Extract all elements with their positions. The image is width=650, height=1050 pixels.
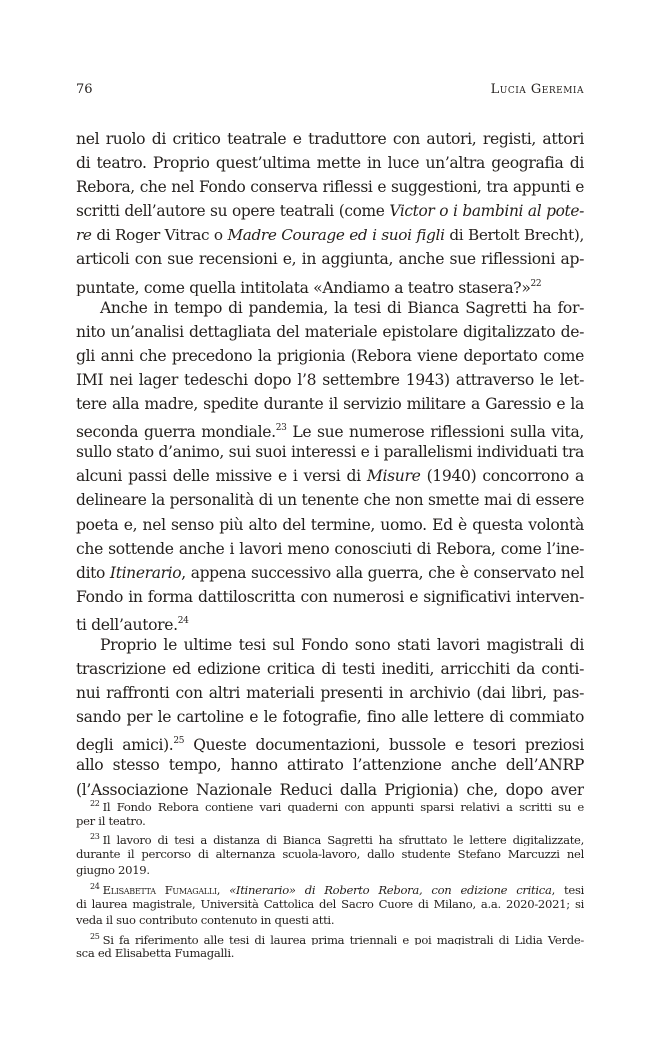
text-line: scritti dell’autore su opere teatrali (come Victor o i bambini al pote- xyxy=(76,202,584,221)
work-title: Victor o i bambini al pote- xyxy=(389,202,584,221)
footnote-25: $^{25}$ Si fa riferimento alle tesi di laurea prima triennali e poi magistrali di Lidia Verde- xyxy=(90,931,584,946)
text-line: gli anni che precedono la prigionia (Rebora viene deportato come xyxy=(76,346,584,365)
text-line: re di Roger Vitrac o Madre Courage ed i suoi figli di Bertolt Brecht), xyxy=(76,226,584,245)
text-line: ti dell’autore.$^{24}$ xyxy=(76,615,189,633)
text-line: nui raffronti con altri materiali presenti in archivio (dai libri, pas- xyxy=(76,684,584,703)
footnote-ref: 25 xyxy=(173,736,185,747)
page-number: 76 xyxy=(76,82,93,97)
text-line: sando per le cartoline e le fotografie, fino alle lettere di commiato xyxy=(76,708,584,727)
body-text xyxy=(76,127,584,802)
author-name: Elisabetta Fumagalli xyxy=(102,882,217,896)
footnote-line: veda il suo contributo contenuto in questi atti. xyxy=(76,913,335,928)
footnote-ref: 23 xyxy=(275,423,287,434)
text-line: Fondo in forma dattiloscritta con numerosi e significativi interven- xyxy=(76,587,584,606)
footnote-line: di laurea magistrale, Università Cattolica del Sacro Cuore di Milano, a.a. 2020-2021; si xyxy=(76,896,584,911)
text-line: alcuni passi delle missive e i versi di Misure (1940) concorrono a xyxy=(76,467,584,486)
footnote-22: $^{22}$ Il Fondo Rebora contiene vari quaderni con appunti sparsi relativi a scritti su e xyxy=(90,799,584,813)
text-line: delineare la personalità di un tenente che non smette mai di essere xyxy=(76,491,584,510)
footnote-number: 22 xyxy=(90,799,100,808)
text-line: IMI nei lager tedeschi dopo l’8 settembre 1943) attraverso le let- xyxy=(76,370,584,389)
paragraph-first-line: Proprio le ultime tesi sul Fondo sono stati lavori magistrali di xyxy=(100,635,584,654)
text-line: poeta e, nel senso più alto del termine, uomo. Ed è questa volontà xyxy=(76,515,584,534)
footnote-number: 24 xyxy=(90,881,100,891)
text-line: nito un’analisi dettagliata del materiale epistolare digitalizzato de- xyxy=(76,322,584,341)
text-line: trascrizione ed edizione critica di testi inediti, arricchiti da conti- xyxy=(76,660,584,679)
paragraph-first-line: Anche in tempo di pandemia, la tesi di Bianca Sagretti ha for- xyxy=(100,298,584,317)
footnote-ref: 24 xyxy=(177,615,189,626)
footnote-line: per il teatro. xyxy=(76,813,146,828)
text-line: di teatro. Proprio quest’ultima mette in luce un’altra geografia di xyxy=(76,154,584,173)
text-line: (l’Associazione Nazionale Reduci dalla Prigionia) che, dopo aver xyxy=(76,780,584,799)
text-line: che sottende anche i lavori meno conosciuti di Rebora, come l’ine- xyxy=(76,539,584,558)
footnote-number: 25 xyxy=(90,931,100,941)
text-line: tere alla madre, spedite durante il servizio militare a Garessio e la xyxy=(76,395,584,414)
footnote-23: $^{23}$ Il lavoro di tesi a distanza di Bianca Sagretti ha sfruttato le lettere digitalizzate, xyxy=(90,832,584,846)
work-title: Itinerario xyxy=(109,563,182,582)
thesis-title: «Itinerario» di Roberto Rebora, con edizione critica xyxy=(229,882,552,896)
footnote-line: durante il percorso di alternanza scuola-lavoro, dallo studente Stefano Marcuzzi nel xyxy=(76,846,584,861)
page-header xyxy=(76,82,584,102)
work-title: Madre Courage ed i suoi figli xyxy=(227,226,445,245)
footnote-line: sca ed Elisabetta Fumagalli. xyxy=(76,946,235,961)
text-line: allo stesso tempo, hanno attirato l’attenzione anche dell’ANRP xyxy=(76,756,584,775)
text-line: dito Itinerario, appena successivo alla guerra, che è conservato nel xyxy=(76,563,584,582)
footnote-ref: 22 xyxy=(530,278,542,289)
footnote-number: 23 xyxy=(90,832,100,842)
text-line: puntate, come quella intitolata «Andiamo a teatro stasera?»$^{22}$ xyxy=(76,278,542,296)
footnotes xyxy=(76,796,584,962)
footnote-line: giugno 2019. xyxy=(76,863,150,878)
text-line: Rebora, che nel Fondo conserva riflessi e suggestioni, tra appunti e xyxy=(76,178,584,197)
work-title: re xyxy=(76,226,92,245)
work-title: Misure xyxy=(366,467,421,486)
text-line: seconda guerra mondiale.$^{23}$ Le sue numerose riflessioni sulla vita, xyxy=(76,423,584,441)
text-line: articoli con sue recensioni e, in aggiunta, anche sue riflessioni ap- xyxy=(76,250,584,269)
text-line: nel ruolo di critico teatrale e traduttore con autori, registi, attori xyxy=(76,130,584,148)
footnote-24: $^{24}$ Elisabetta Fumagalli, «Itinerario» di Roberto Rebora, con edizione critica, tesi xyxy=(90,881,584,896)
running-head: Lucia Geremia xyxy=(490,82,584,97)
text-line: sullo stato d’animo, sui suoi interessi e i parallelismi individuati tra xyxy=(76,443,584,462)
text-line: degli amici).$^{25}$ Queste documentazioni, bussole e tesori preziosi xyxy=(76,736,584,754)
